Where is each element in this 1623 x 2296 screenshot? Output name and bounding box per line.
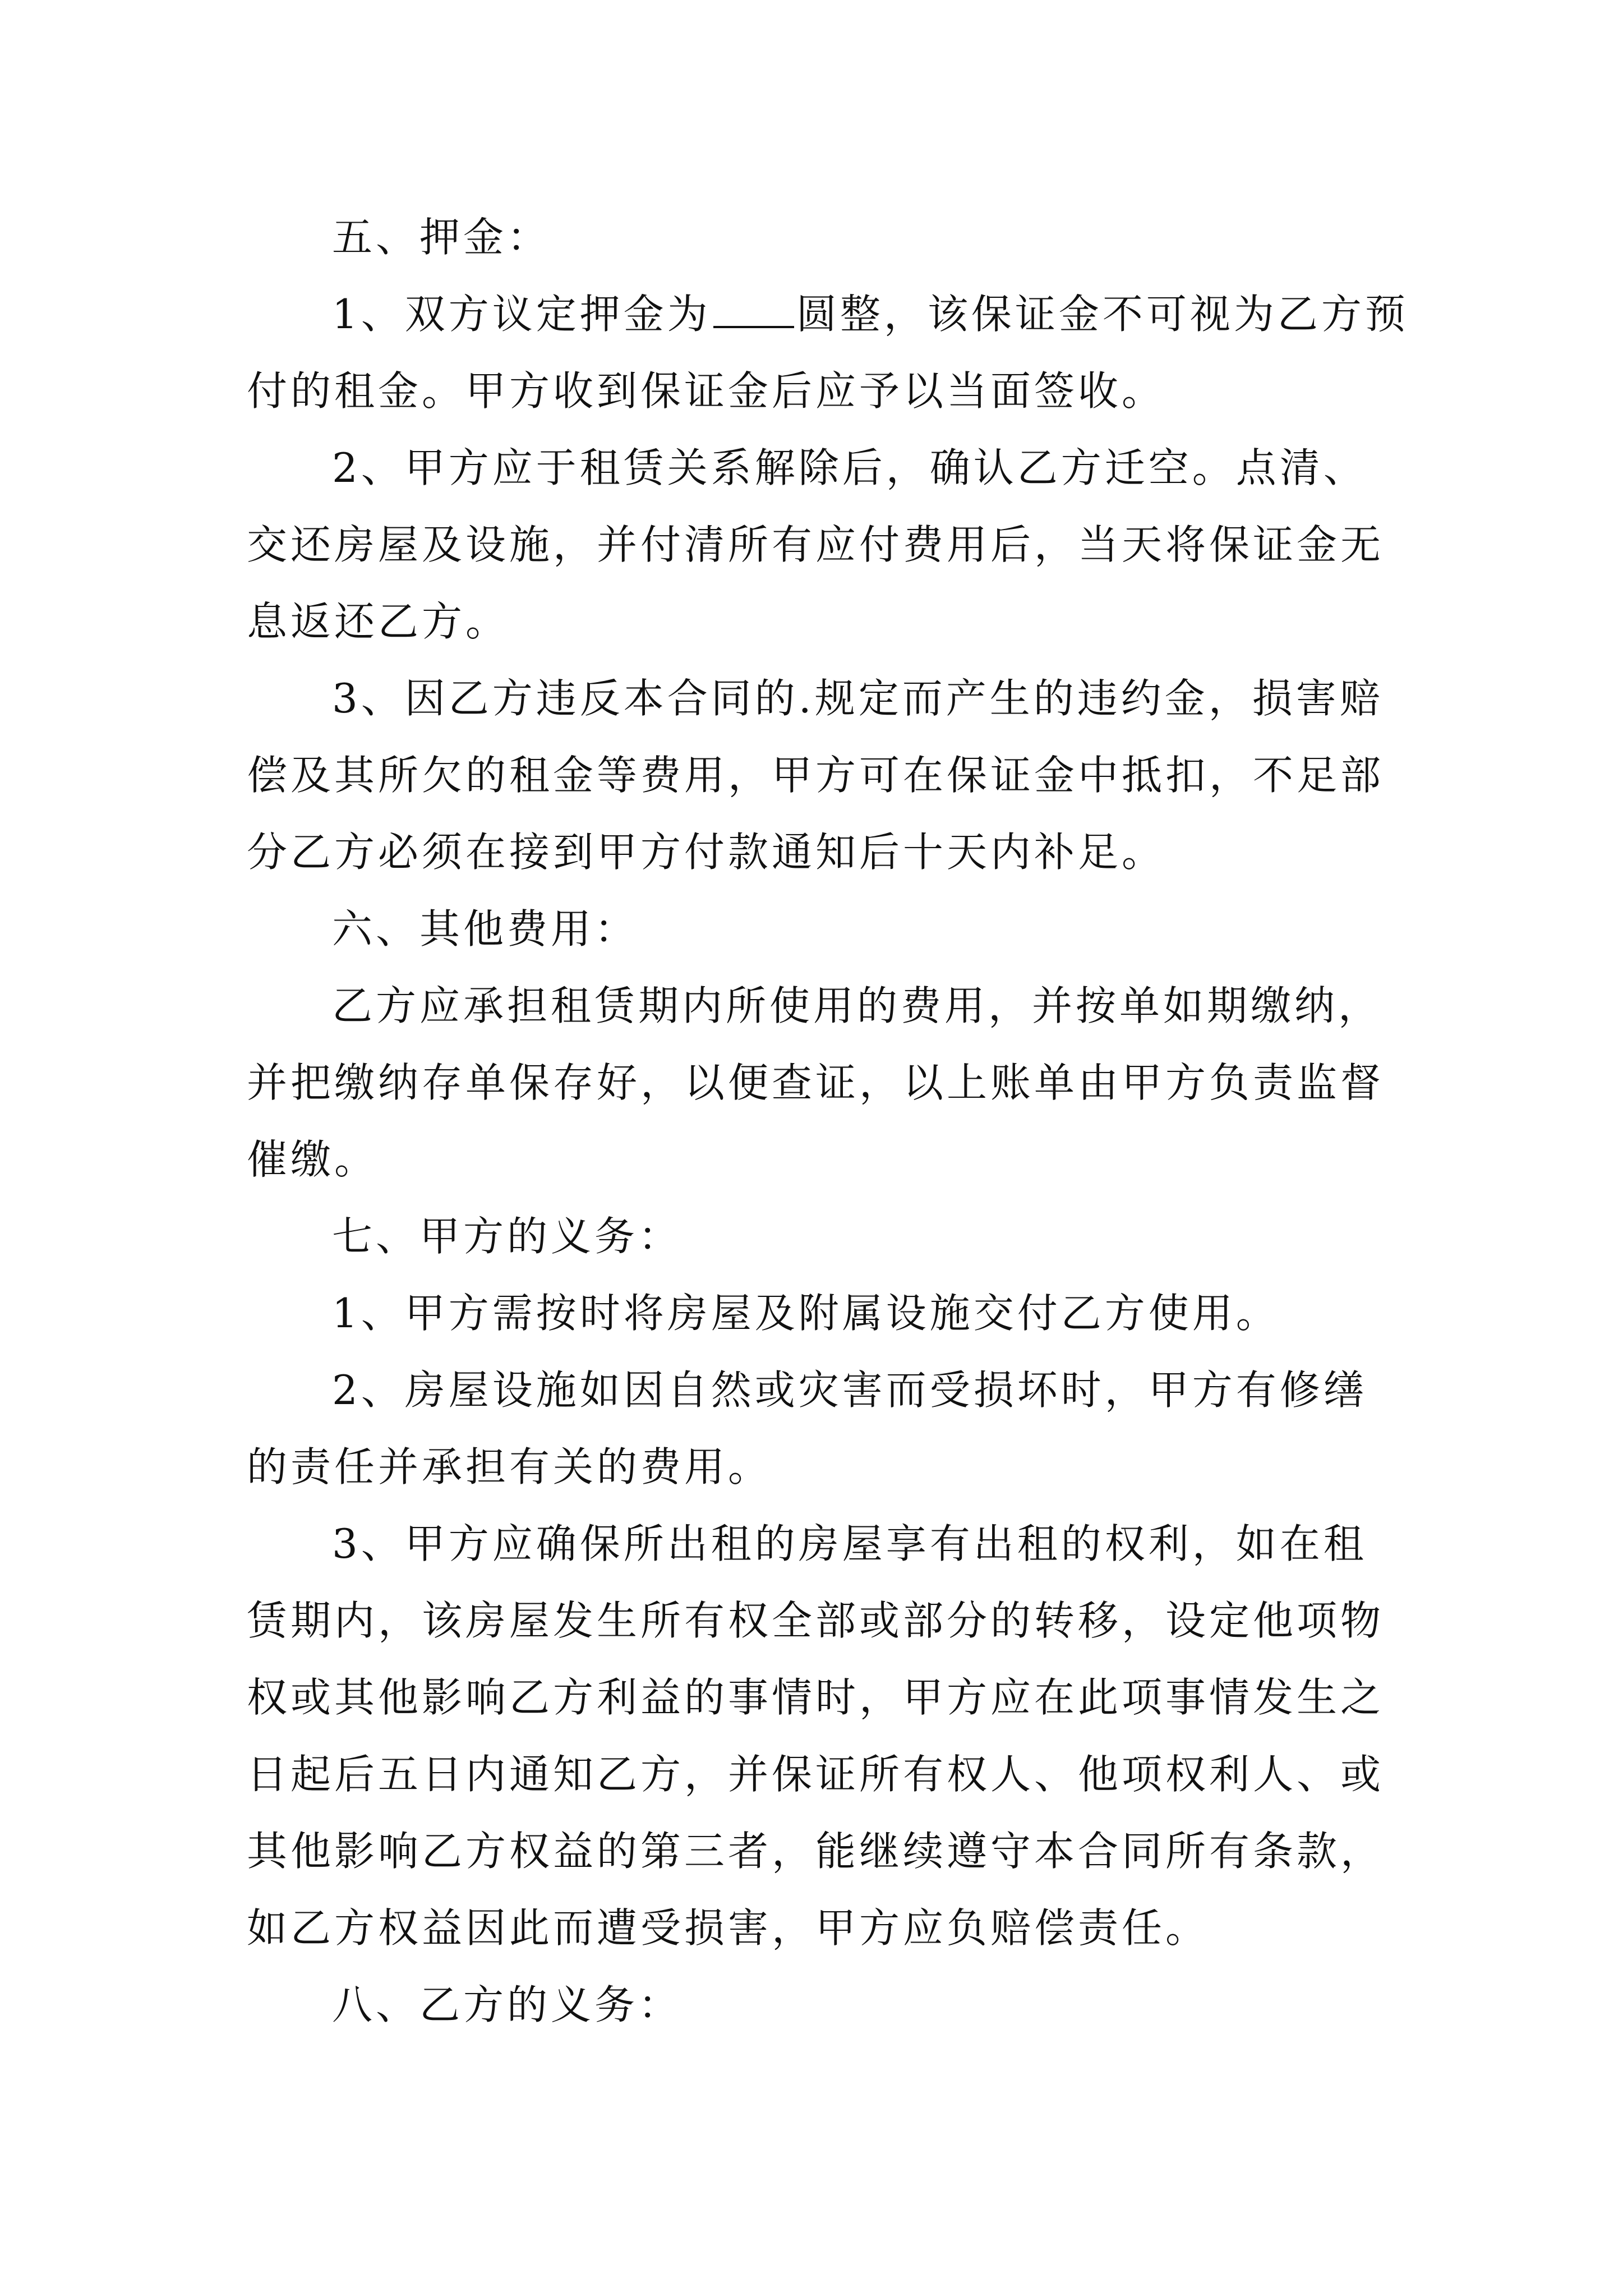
section-heading-lessor-obligations: 七、甲方的义务：	[332, 1213, 683, 1260]
fill-in-blank	[713, 292, 794, 328]
paragraph-line: 3、甲方应确保所出租的房屋享有出租的权利，如在租	[332, 1520, 1367, 1567]
paragraph-line: 的责任并承担有关的费用。	[247, 1443, 772, 1490]
paragraph-line: 付的租金。甲方收到保证金后应予以当面签收。	[247, 367, 1166, 415]
paragraph-line: 权或其他影响乙方利益的事情时，甲方应在此项事情发生之	[247, 1674, 1385, 1721]
paragraph-line: 如乙方权益因此而遭受损害，甲方应负赔偿责任。	[247, 1904, 1210, 1952]
paragraph-line: 2、甲方应于租赁关系解除后，确认乙方迁空。点清、	[332, 444, 1367, 491]
paragraph-line	[247, 276, 1409, 353]
paragraph-line: 息返还乙方。	[247, 598, 510, 645]
paragraph-line: 日起后五日内通知乙方，并保证所有权人、他项权利人、或	[247, 1751, 1385, 1798]
paragraph-line: 交还房屋及设施，并付清所有应付费用后，当天将保证金无	[247, 521, 1385, 568]
paragraph-line: 1、甲方需按时将房屋及附属设施交付乙方使用。	[332, 1290, 1280, 1337]
paragraph-line: 其他影响乙方权益的第三者，能继续遵守本合同所有条款，	[247, 1828, 1385, 1875]
contract-text	[247, 199, 1409, 2044]
paragraph-line: 2、房屋设施如因自然或灾害而受损坏时，甲方有修缮	[332, 1366, 1367, 1414]
paragraph-line: 偿及其所欠的租金等费用，甲方可在保证金中抵扣，不足部	[247, 752, 1385, 799]
paragraph-fragment: 1、双方议定押金为	[332, 291, 711, 338]
section-heading-deposit: 五、押金：	[332, 214, 551, 261]
section-heading-other-fees: 六、其他费用：	[332, 905, 639, 953]
paragraph-fragment: 圆整，该保证金不可视为乙方预	[796, 291, 1409, 338]
paragraph-line: 乙方应承担租赁期内所使用的费用，并按单如期缴纳，	[332, 982, 1382, 1029]
paragraph-line: 赁期内，该房屋发生所有权全部或部分的转移，设定他项物	[247, 1597, 1385, 1644]
paragraph-line: 分乙方必须在接到甲方付款通知后十天内补足。	[247, 829, 1166, 876]
paragraph-line: 并把缴纳存单保存好，以便查证，以上账单由甲方负责监督	[247, 1059, 1385, 1106]
paragraph-line: 催缴。	[247, 1136, 379, 1183]
paragraph-line: 3、因乙方违反本合同的.规定而产生的违约金，损害赔	[332, 675, 1384, 722]
section-heading-lessee-obligations: 八、乙方的义务：	[332, 1981, 683, 2028]
